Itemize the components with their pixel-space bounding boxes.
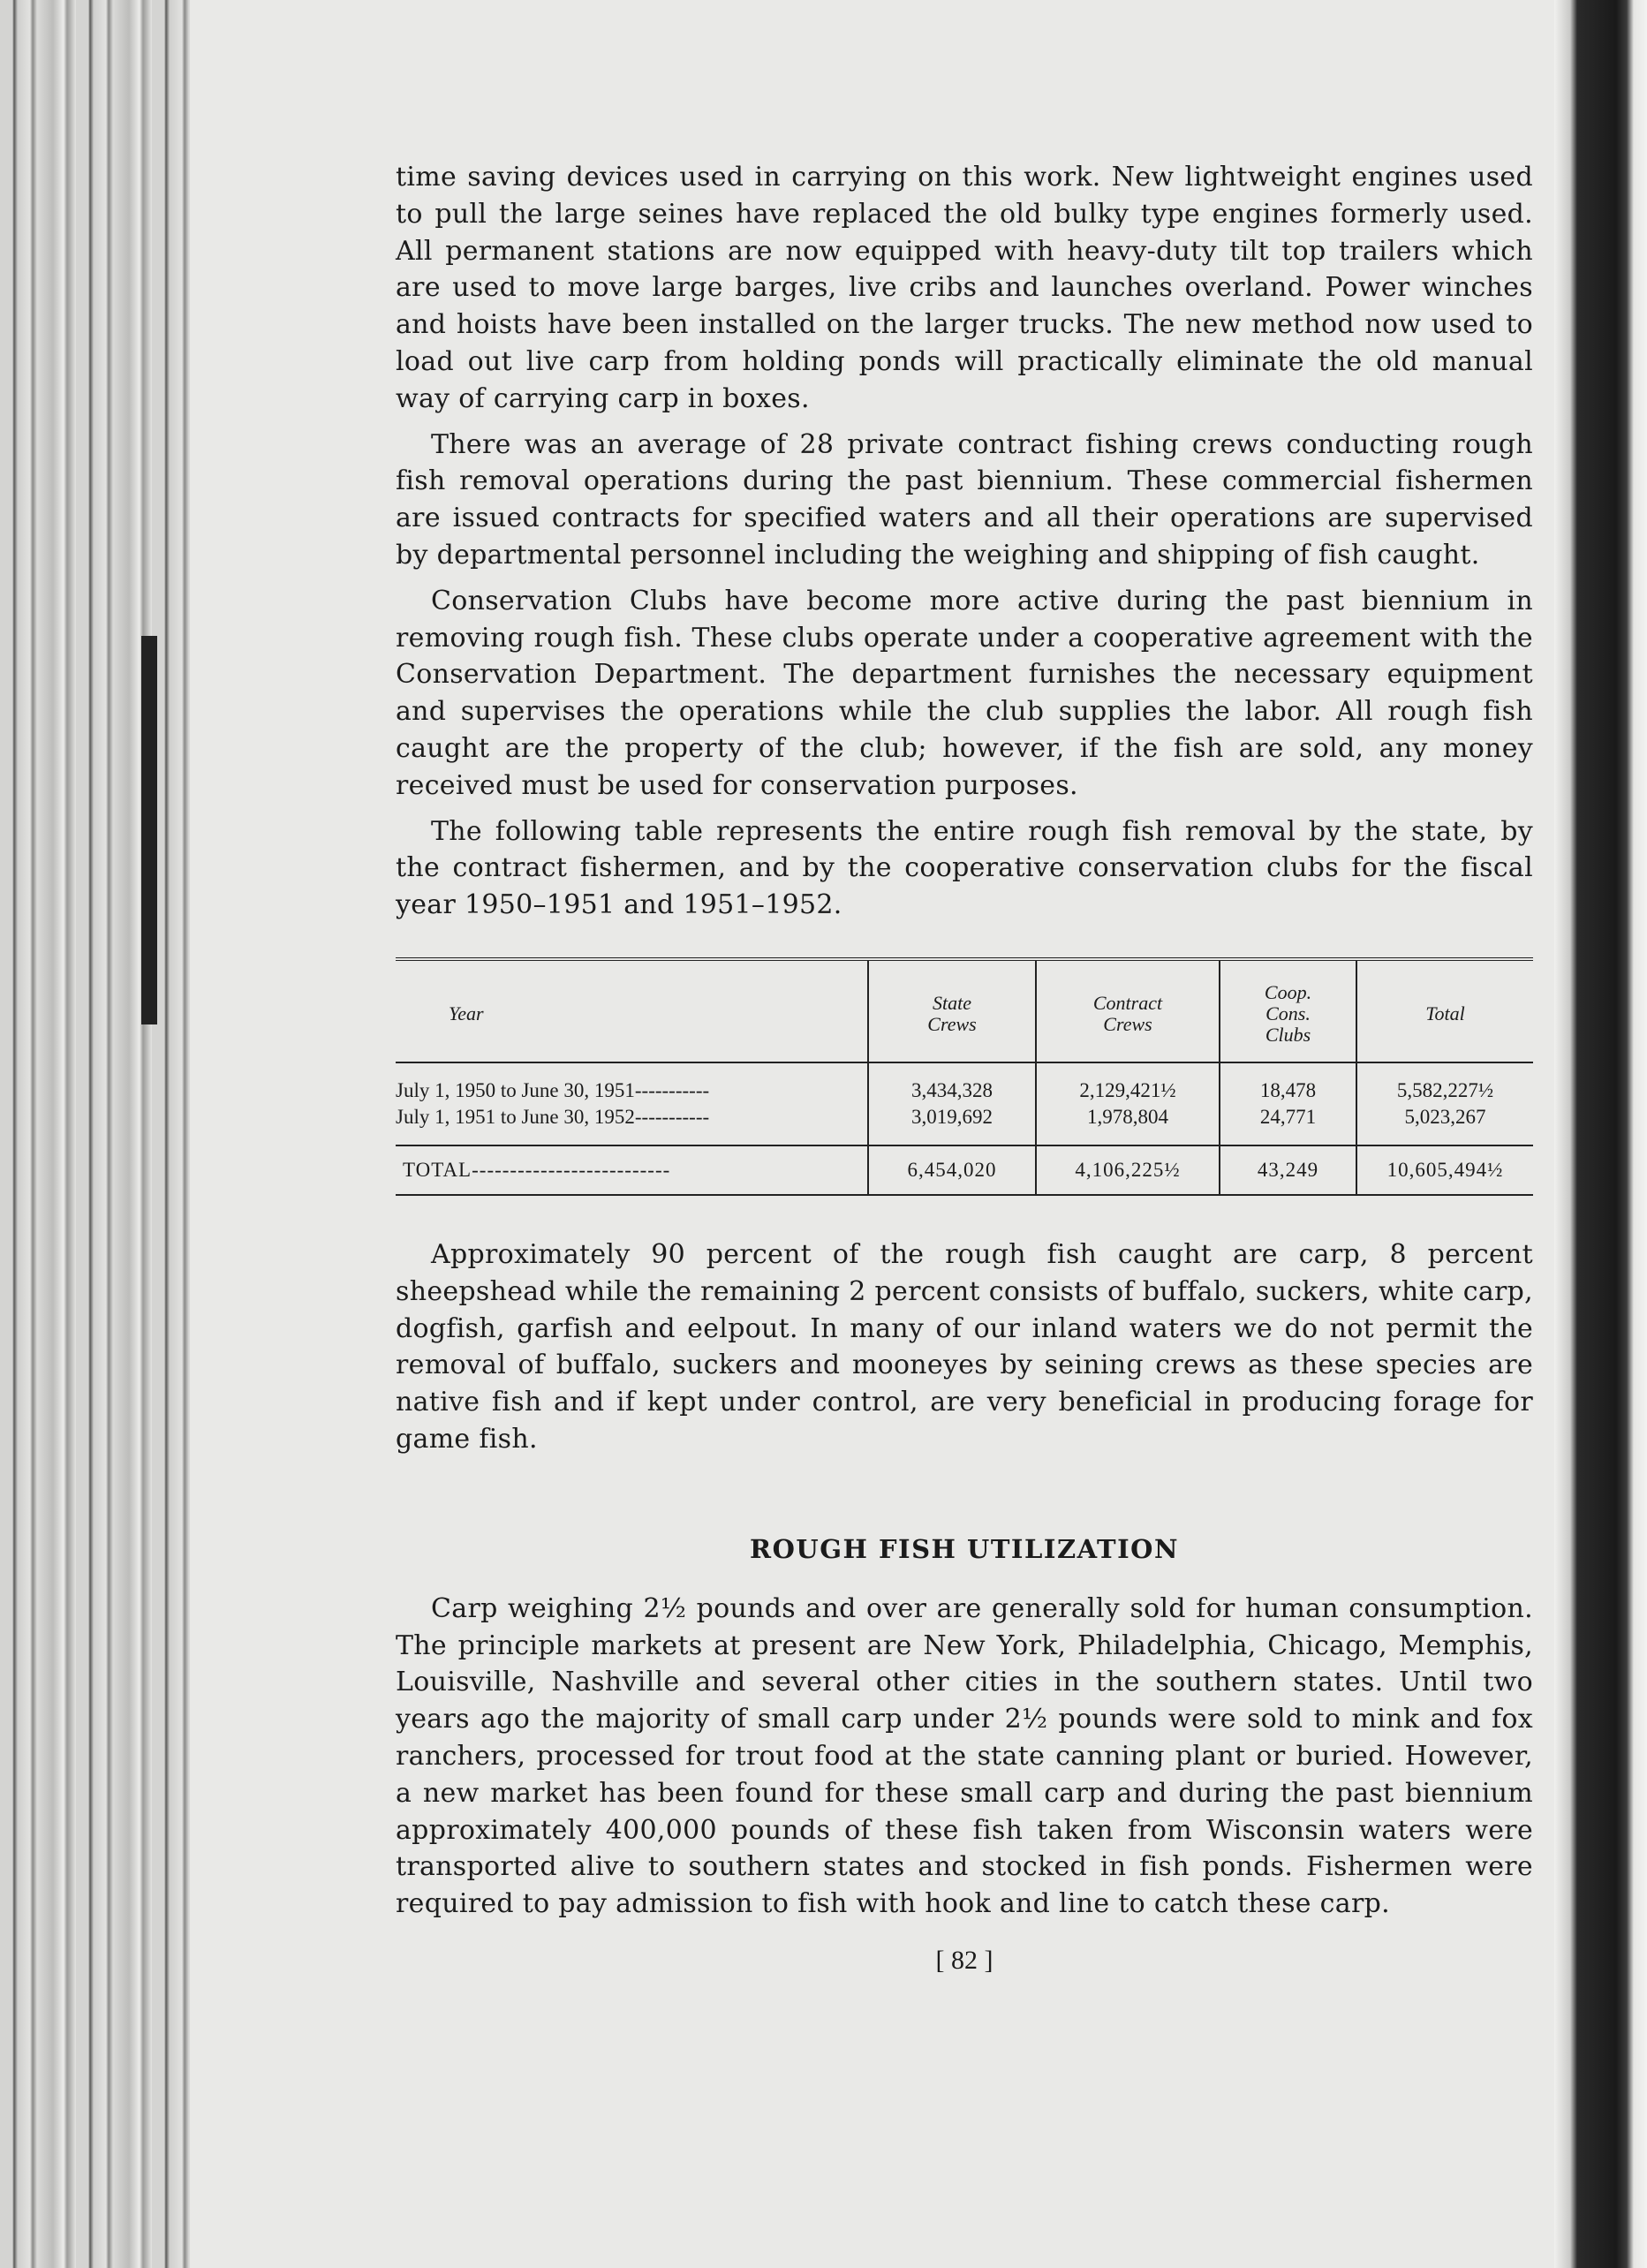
cell-coop: 24,771 [1220, 1104, 1356, 1130]
cell-total-contract: 4,106,225½ [1036, 1145, 1220, 1195]
cell-contract: 2,129,421½ [1036, 1077, 1220, 1104]
rough-fish-removal-table [396, 957, 1533, 1196]
cell-coop: 18,478 [1220, 1077, 1356, 1104]
table-total-row [396, 1145, 1533, 1195]
leader-dots: ----------- [634, 1078, 710, 1101]
header-state-line2: Crews [927, 1012, 977, 1035]
header-state-crews [868, 961, 1036, 1062]
section-title: ROUGH FISH UTILIZATION [750, 1533, 1179, 1564]
header-coop-line3: Clubs [1265, 1023, 1311, 1046]
header-coop-clubs [1220, 961, 1356, 1062]
book-binding-right [1554, 0, 1647, 2268]
paragraph-conservation-clubs: Conservation Clubs have become more active during the past biennium in removing rough fish. These clubs operate under a cooperative agreement with the Conservation Department. The department furnishes the necessary equipment and supervises the operations while the club supplies the labor. All rough fish caught are the property of the club; however, if the fish are sold, any money received must be used for conservation purposes. [396, 585, 1533, 801]
cell-total: 5,023,267 [1356, 1104, 1533, 1130]
header-contract-crews [1036, 961, 1220, 1062]
header-contract-line1: Contract [1092, 991, 1163, 1014]
total-label: TOTAL [403, 1158, 472, 1181]
paragraph-table-intro: The following table represents the entire rough fish removal by the state, by the contract fishermen, and by the cooperative conservation clubs for the fiscal year 1950–1951 and 1951–1952. [396, 815, 1533, 921]
header-year: Year [396, 961, 868, 1062]
table-row [396, 1104, 1533, 1130]
cell-state: 3,019,692 [868, 1104, 1036, 1130]
paragraph-species-percent: Approximately 90 percent of the rough fish caught are carp, 8 percent sheepshead while the remaining 2 percent consists of buffalo, suckers, white carp, dogfish, garfish and eelpout. In many of our inland waters we do not permit the removal of buffalo, suckers and mooneyes by seining crews as these species are native fish and if kept under control, are very beneficial in producing forage for game fish. [396, 1238, 1533, 1455]
document-page [396, 159, 1533, 1976]
cell-year [396, 1104, 868, 1130]
cell-contract: 1,978,804 [1036, 1104, 1220, 1130]
cell-total-total: 10,605,494½ [1356, 1145, 1533, 1195]
leader-dots: -------------------------- [472, 1158, 671, 1181]
binding-spine [141, 636, 157, 1024]
table-row [396, 1077, 1533, 1104]
header-coop-line2: Cons. [1265, 1002, 1311, 1024]
book-binding-left [0, 0, 190, 2268]
header-state-line1: State [933, 991, 971, 1014]
paragraph-contract-crews: There was an average of 28 private contract fishing crews conducting rough fish removal operations during the past biennium. These commercial fishermen are issued contracts for specified waters and all their operations are supervised by departmental personnel including the weighing and shipping of fish caught. [396, 428, 1533, 571]
cell-total-coop: 43,249 [1220, 1145, 1356, 1195]
page-number: [ 82 ] [935, 1945, 993, 1975]
header-contract-line2: Crews [1103, 1012, 1152, 1035]
header-coop-line1: Coop. [1264, 980, 1312, 1003]
cell-total-state: 6,454,020 [868, 1145, 1036, 1195]
row-year-label: July 1, 1951 to June 30, 1952 [396, 1105, 635, 1128]
cell-total: 5,582,227½ [1356, 1077, 1533, 1104]
paragraph-carp-markets: Carp weighing 2½ pounds and over are generally sold for human consumption. The principle markets at present are New York, Philadelphia, Chicago, Memphis, Louisville, Nashville and several other cities in the southern states. Until two years ago the majority of small carp under 2½ pounds were sold to mink and fox ranchers, processed for trout food at the state canning plant or buried. However, a new market has been found for these small carp and during the past biennium approximately 400,000 pounds of these fish taken from Wisconsin waters were transported alive to southern states and stocked in fish ponds. Fishermen were required to pay admission to fish with hook and line to catch these carp. [396, 1592, 1533, 1920]
cell-year [396, 1077, 868, 1104]
row-year-label: July 1, 1950 to June 30, 1951 [396, 1078, 635, 1101]
paragraph-equipment: time saving devices used in carrying on this work. New lightweight engines used to pull the large seines have replaced the old bulky type engines formerly used. All permanent stations are now equipped with heavy-duty tilt top trailers which are used to move large barges, live cribs and launches overland. Power winches and hoists have been installed on the larger trucks. The new method now used to load out live carp from holding ponds will practically eliminate the old manual way of carrying carp in boxes. [396, 162, 1533, 414]
leader-dots: ----------- [634, 1105, 710, 1128]
header-total: Total [1356, 961, 1533, 1062]
table-header-row [396, 961, 1533, 1062]
cell-state: 3,434,328 [868, 1077, 1036, 1104]
cell-total-label [396, 1145, 868, 1195]
